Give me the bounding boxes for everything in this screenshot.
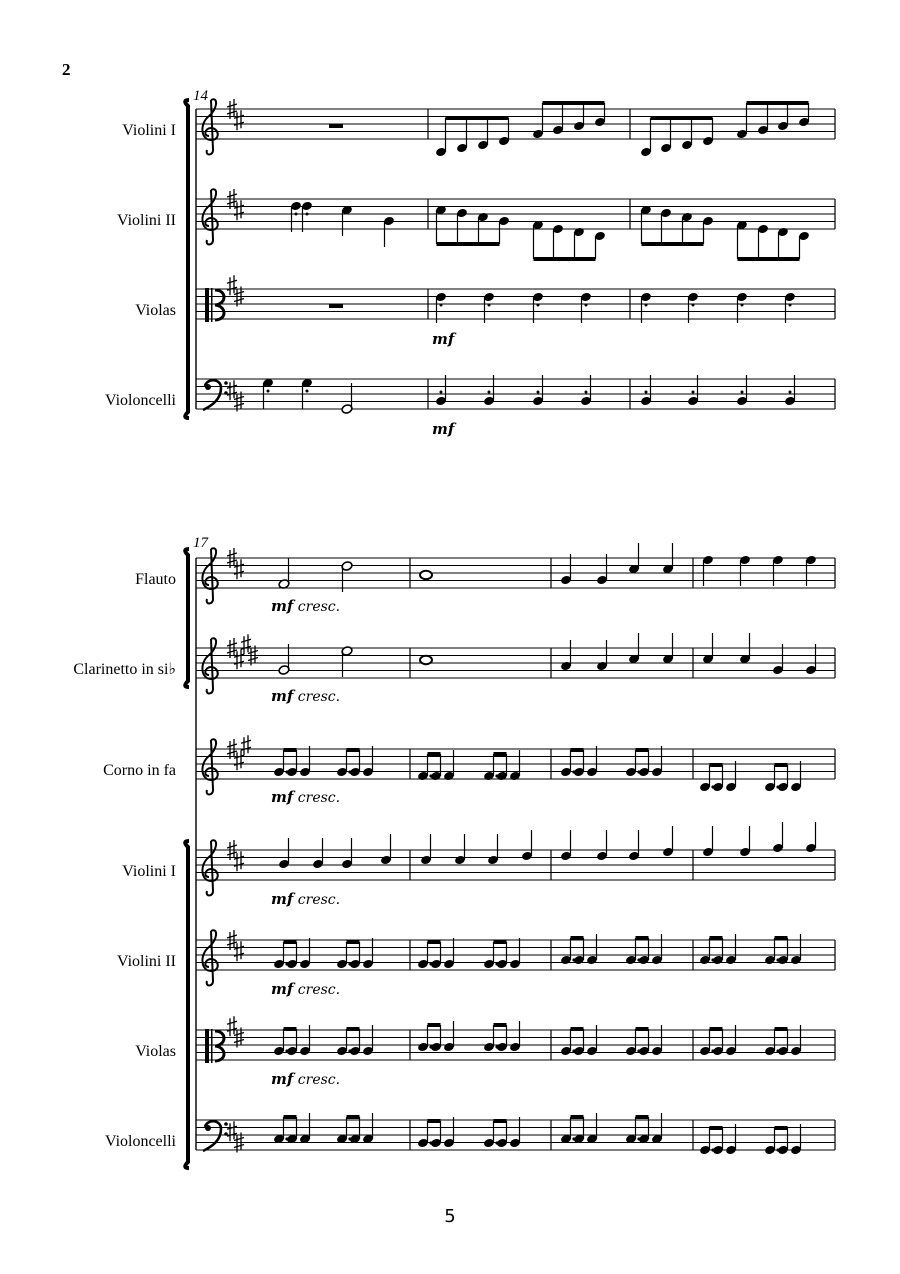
sharp-sign	[227, 1016, 237, 1036]
augmentation-dot	[348, 770, 351, 773]
instrument-label: Violini I	[122, 863, 176, 880]
instrument-label: Flauto	[135, 571, 176, 588]
augmentation-dot	[711, 1148, 714, 1151]
alto-clef	[205, 1029, 224, 1063]
instrument-label: Clarinetto in si♭	[73, 661, 176, 678]
staccato-dot	[306, 390, 309, 393]
augmentation-dot	[711, 958, 714, 961]
instrument-label: Violini II	[116, 953, 176, 970]
staccato-dot	[488, 304, 491, 307]
treble-clef	[202, 930, 217, 985]
augmentation-dot	[572, 958, 575, 961]
strings-bracket	[185, 841, 189, 1168]
augmentation-dot	[637, 770, 640, 773]
augmentation-dot	[776, 958, 779, 961]
sharp-sign	[234, 559, 244, 579]
augmentation-dot	[285, 1137, 288, 1140]
augmentation-dot	[776, 785, 779, 788]
augmentation-dot	[429, 1045, 432, 1048]
augmentation-dot	[572, 770, 575, 773]
staccato-dot	[585, 304, 588, 307]
augmentation-dot	[495, 1045, 498, 1048]
augmentation-dot	[429, 774, 432, 777]
measure-number: 14	[193, 88, 208, 104]
dynamic-marking: mf	[432, 420, 455, 438]
sharp-sign	[234, 941, 244, 961]
page-footer-number: 5	[444, 1206, 456, 1227]
augmentation-dot	[429, 962, 432, 965]
augmentation-dot	[572, 1137, 575, 1140]
staccato-dot	[789, 391, 792, 394]
staccato-dot	[789, 304, 792, 307]
sharp-sign	[234, 200, 244, 220]
instrument-label: Violas	[135, 1043, 176, 1060]
staccato-dot	[440, 304, 443, 307]
dynamic-marking: mf cresc.	[271, 788, 341, 806]
sharp-sign	[234, 649, 244, 669]
sharp-sign	[227, 1121, 237, 1141]
sharp-sign	[227, 275, 237, 295]
dynamic-marking: mf cresc.	[271, 980, 341, 998]
augmentation-dot	[348, 962, 351, 965]
treble-clef	[202, 189, 217, 244]
bass-clef	[203, 380, 228, 410]
whole-note	[420, 656, 432, 664]
augmentation-dot	[637, 1137, 640, 1140]
treble-clef	[202, 638, 217, 693]
sharp-sign	[234, 851, 244, 871]
instrument-label: Violas	[135, 302, 176, 319]
instrument-label: Violoncelli	[104, 1133, 176, 1150]
woodwind-bracket	[185, 549, 189, 687]
augmentation-dot	[711, 785, 714, 788]
sharp-sign	[234, 750, 244, 770]
instrument-label: Violoncelli	[104, 392, 176, 409]
augmentation-dot	[348, 1137, 351, 1140]
dynamic-marking: mf cresc.	[271, 687, 341, 705]
whole-rest	[329, 304, 343, 308]
measure-number: 17	[193, 535, 208, 551]
page-header-number: 2	[62, 60, 71, 79]
instrument-label: Violini I	[122, 122, 176, 139]
augmentation-dot	[711, 1049, 714, 1052]
whole-note	[420, 571, 432, 579]
alto-clef	[205, 288, 224, 322]
staccato-dot	[741, 304, 744, 307]
staccato-dot	[692, 304, 695, 307]
staccato-dot	[585, 391, 588, 394]
augmentation-dot	[285, 962, 288, 965]
bass-clef	[203, 1121, 228, 1151]
treble-clef	[202, 99, 217, 154]
augmentation-dot	[285, 770, 288, 773]
staccato-dot	[645, 304, 648, 307]
staccato-dot	[537, 391, 540, 394]
augmentation-dot	[348, 1049, 351, 1052]
staccato-dot	[267, 390, 270, 393]
dynamic-marking: mf	[432, 330, 455, 348]
dynamic-marking: mf cresc.	[271, 890, 341, 908]
staccato-dot	[537, 304, 540, 307]
sharp-sign	[241, 634, 251, 654]
treble-clef	[202, 739, 217, 794]
whole-rest	[329, 124, 343, 128]
augmentation-dot	[495, 962, 498, 965]
sharp-sign	[234, 110, 244, 130]
augmentation-dot	[285, 1049, 288, 1052]
staccato-dot	[440, 391, 443, 394]
sharp-sign	[241, 735, 251, 755]
augmentation-dot	[637, 1049, 640, 1052]
augmentation-dot	[572, 1049, 575, 1052]
augmentation-dot	[776, 1148, 779, 1151]
staccato-dot	[488, 391, 491, 394]
augmentation-dot	[776, 1049, 779, 1052]
dynamic-marking: mf cresc.	[271, 1070, 341, 1088]
staccato-dot	[306, 213, 309, 216]
staccato-dot	[645, 391, 648, 394]
augmentation-dot	[495, 774, 498, 777]
augmentation-dot	[429, 1141, 432, 1144]
staccato-dot	[692, 391, 695, 394]
augmentation-dot	[495, 1141, 498, 1144]
dynamic-marking: mf cresc.	[271, 597, 341, 615]
instrument-label: Corno in fa	[103, 762, 176, 779]
staccato-dot	[295, 213, 298, 216]
treble-clef	[202, 840, 217, 895]
staccato-dot	[741, 391, 744, 394]
augmentation-dot	[637, 958, 640, 961]
treble-clef	[202, 548, 217, 603]
system-bracket	[185, 100, 189, 418]
sharp-sign	[227, 380, 237, 400]
instrument-label: Violini II	[116, 212, 176, 229]
